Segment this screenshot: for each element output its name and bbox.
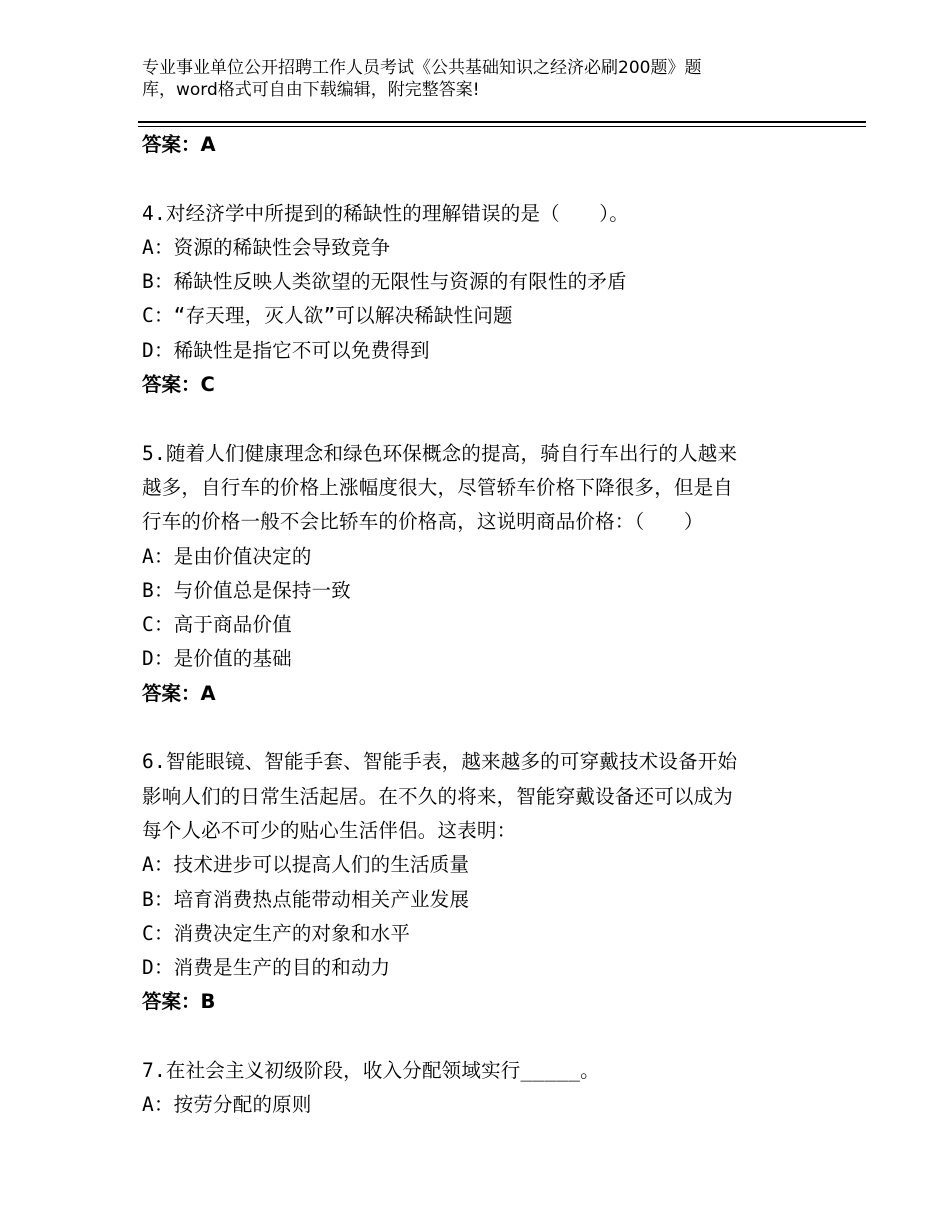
option-a: A：资源的稀缺性会导致竞争: [142, 235, 391, 259]
header-divider-thin: [138, 126, 866, 127]
question-stem-line-1: 5.随着人们健康理念和绿色环保概念的提高，骑自行车出行的人越来: [142, 441, 738, 465]
question-stem-line-2: 影响人们的日常生活起居。在不久的将来，智能穿戴设备还可以成为: [142, 784, 734, 808]
option-d: D：消费是生产的目的和动力: [142, 956, 391, 980]
option-a: A：是由价值决定的: [142, 544, 312, 568]
header-title-line-1: 专业事业单位公开招聘工作人员考试《公共基础知识之经济必刷200题》题: [142, 58, 702, 78]
question-6: [142, 745, 802, 1019]
option-c: C：高于商品价值: [142, 613, 292, 637]
question-stem: 7.在社会主义初级阶段，收入分配领域实行_____。: [142, 1059, 600, 1083]
question-stem-line-2: 越多，自行车的价格上涨幅度很大，尽管轿车价格下降很多，但是自: [142, 475, 734, 499]
spacer: [142, 402, 802, 436]
question-4: [142, 197, 802, 403]
option-a: A：按劳分配的原则: [142, 1093, 312, 1117]
option-b: B：稀缺性反映人类欲望的无限性与资源的有限性的矛盾: [142, 270, 627, 294]
question-stem-line-3: 每个人必不可少的贴心生活伴侣。这表明：: [142, 818, 517, 842]
option-d: D：稀缺性是指它不可以免费得到: [142, 338, 430, 362]
question-stem: 4.对经济学中所提到的稀缺性的理解错误的是（ ）。: [142, 201, 629, 225]
option-b: B：与价值总是保持一致: [142, 578, 351, 602]
spacer: [142, 162, 802, 196]
option-d: D：是价值的基础: [142, 647, 292, 671]
header-divider-thick: [138, 121, 866, 123]
question-list: [142, 128, 802, 1123]
option-c: C：“存天理，灭人欲”可以解决稀缺性问题: [142, 304, 513, 328]
answer-q4: 答案：C: [142, 373, 215, 397]
option-c: C：消费决定生产的对象和水平: [142, 921, 411, 945]
document-header: [142, 57, 782, 101]
spacer: [142, 1020, 802, 1054]
question-stem-line-1: 6.智能眼镜、智能手套、智能手表，越来越多的可穿戴技术设备开始: [142, 750, 738, 774]
question-5: [142, 437, 802, 711]
answer-q6: 答案：B: [142, 990, 216, 1014]
question-7: [142, 1054, 802, 1123]
answer-q5: 答案：A: [142, 681, 216, 705]
answer-q3: 答案：A: [142, 133, 216, 156]
header-title-line-2: 库，word格式可自由下载编辑，附完整答案!: [142, 80, 480, 100]
spacer: [142, 711, 802, 745]
option-a: A：技术进步可以提高人们的生活质量: [142, 853, 470, 877]
question-stem-line-3: 行车的价格一般不会比轿车的价格高，这说明商品价格：（ ）: [142, 510, 704, 534]
option-b: B：培育消费热点能带动相关产业发展: [142, 887, 470, 911]
